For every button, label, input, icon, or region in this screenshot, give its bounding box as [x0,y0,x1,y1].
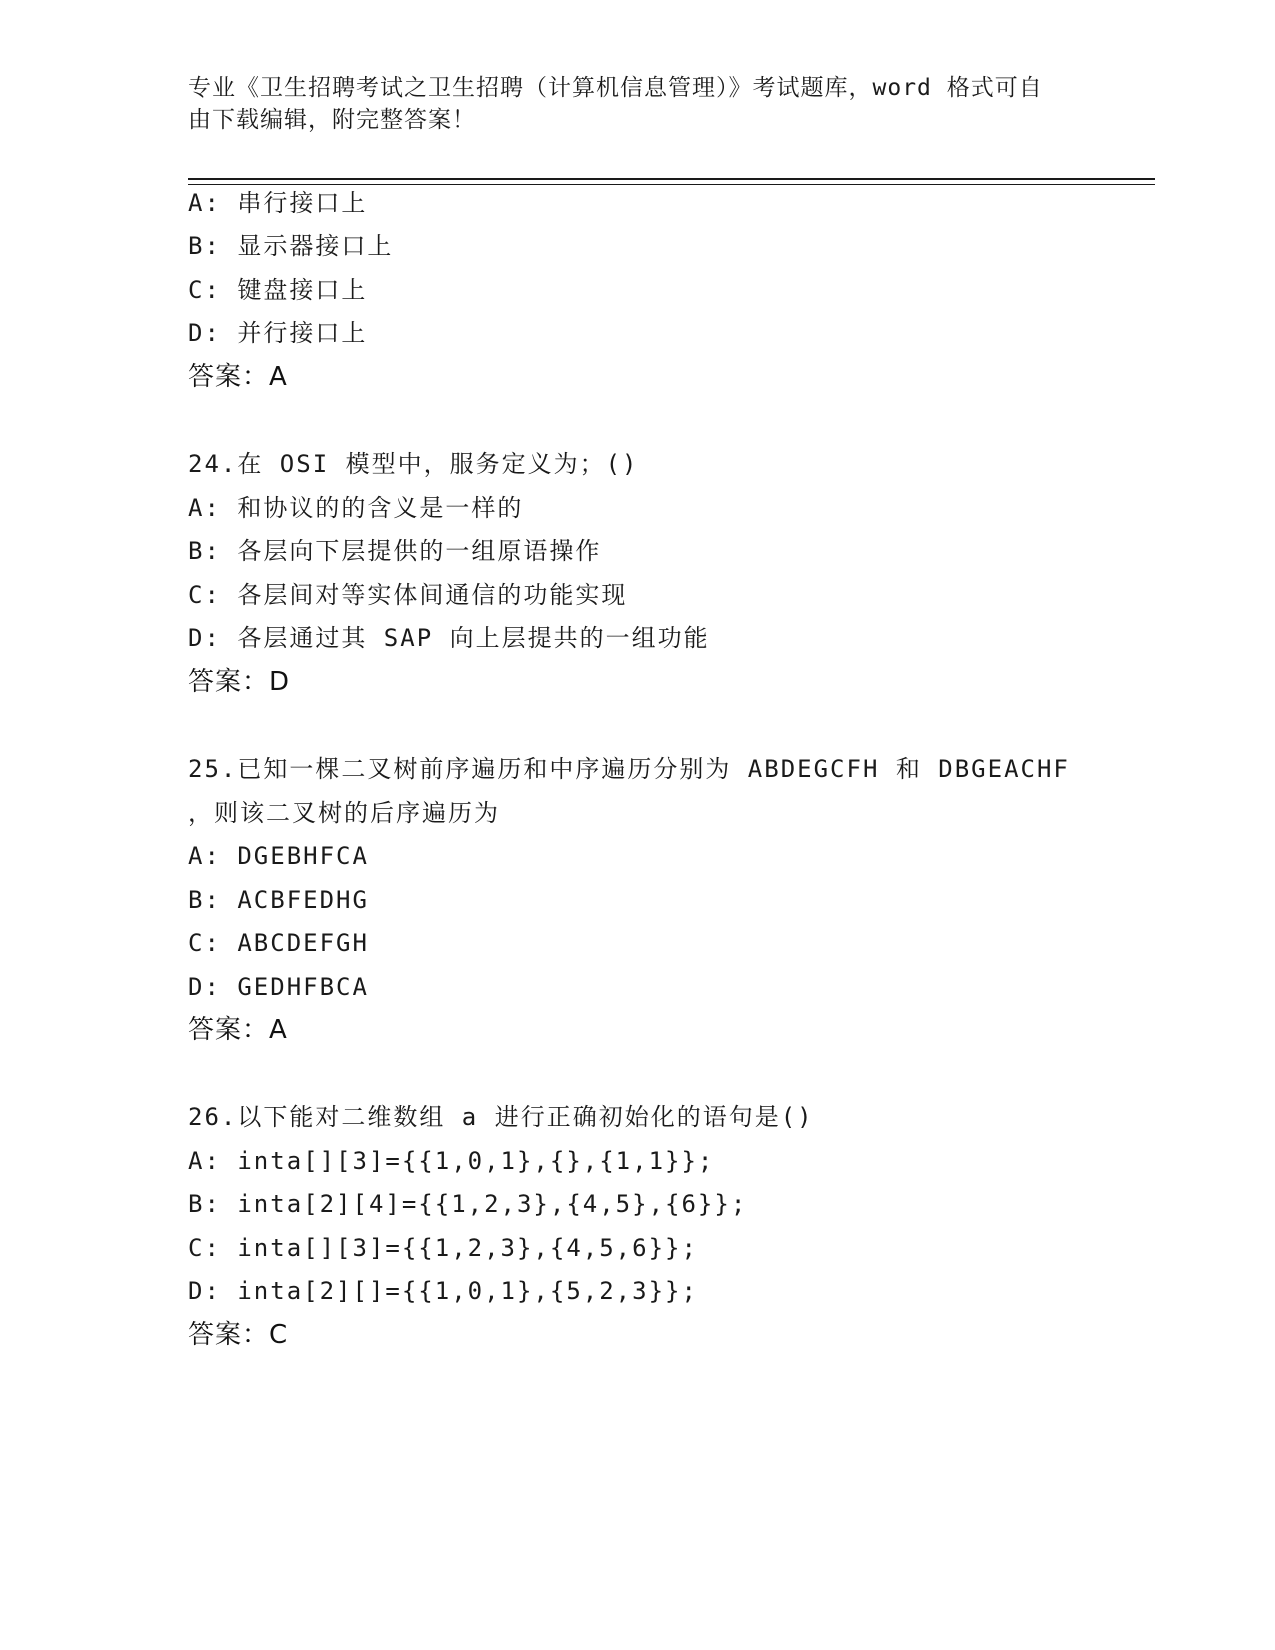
q26-option-b: B: inta[2][4]={{1,2,3},{4,5},{6}}; [188,1190,748,1218]
header-divider-thin [188,184,1155,185]
q24-option-d: D: 各层通过其 SAP 向上层提共的一组功能 [188,624,710,652]
q26-stem: 26.以下能对二维数组 a 进行正确初始化的语句是() [188,1103,814,1131]
header-line-2: 由下载编辑，附完整答案！ [188,107,476,133]
q25-stem-line-2: ，则该二叉树的后序遍历为 [188,799,500,827]
q25-option-b: B: ACBFEDHG [188,886,369,914]
q26-answer: 答案：C [188,1320,289,1350]
q24-stem: 24.在 OSI 模型中，服务定义为；() [188,450,639,478]
q23-option-d: D: 并行接口上 [188,319,368,347]
q25-option-a: A: DGEBHFCA [188,842,369,870]
q26-option-d: D: inta[2][]={{1,0,1},{5,2,3}}; [188,1277,698,1305]
q26-option-a: A: inta[][3]={{1,0,1},{},{1,1}}; [188,1147,715,1175]
q24-option-b: B: 各层向下层提供的一组原语操作 [188,537,602,565]
q24-option-a: A: 和协议的的含义是一样的 [188,494,524,522]
q25-option-c: C: ABCDEFGH [188,929,369,957]
q24-answer: 答案：D [188,667,291,697]
q25-stem-line-1: 25.已知一棵二叉树前序遍历和中序遍历分别为 ABDEGCFH 和 DBGEACHF [188,755,1070,783]
q24-option-c: C: 各层间对等实体间通信的功能实现 [188,581,628,609]
q23-option-c: C: 键盘接口上 [188,276,368,304]
header-divider-thick [188,178,1155,180]
q26-option-c: C: inta[][3]={{1,2,3},{4,5,6}}; [188,1234,698,1262]
q23-option-b: B: 显示器接口上 [188,232,394,260]
q25-answer: 答案：A [188,1015,288,1045]
header-line-1: 专业《卫生招聘考试之卫生招聘（计算机信息管理）》考试题库，word 格式可自 [188,75,1043,101]
document-header [188,72,1068,136]
q25-option-d: D: GEDHFBCA [188,973,369,1001]
q23-answer: 答案：A [188,362,288,392]
q23-option-a: A: 串行接口上 [188,189,368,217]
